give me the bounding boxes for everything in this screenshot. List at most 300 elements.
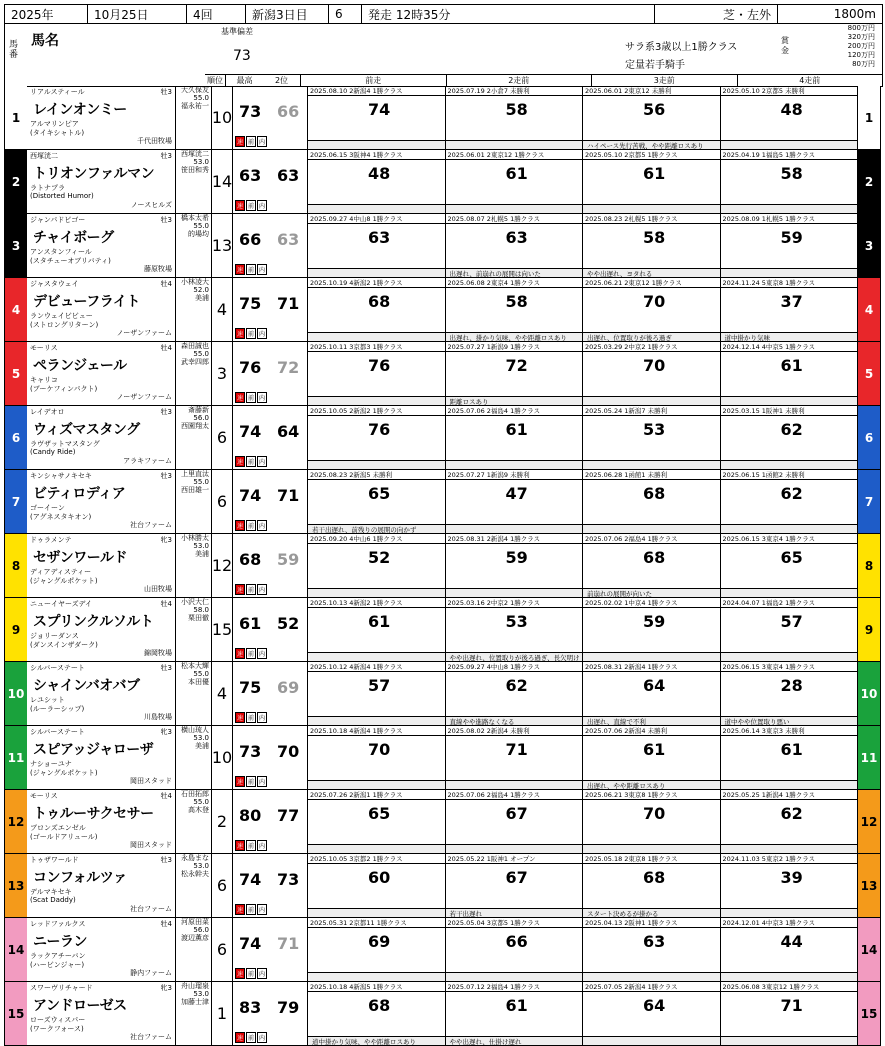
trainer: 西園翔太 [181, 422, 209, 430]
tag-fast: 速 [235, 328, 245, 339]
horse-name: ニーラン [33, 934, 87, 950]
prize-3: 200万円 [847, 42, 875, 50]
race-note [721, 204, 858, 213]
past-race [446, 534, 584, 597]
breeder: 川島牧場 [144, 713, 172, 721]
trainer: 武幸四郎 [181, 358, 209, 366]
jockey-info [176, 278, 212, 341]
jockey-info [176, 214, 212, 277]
race-note [583, 396, 720, 405]
tag-front: 前 [246, 264, 256, 275]
tag-inner: 内 [257, 584, 267, 595]
race-header: 2025.05.25 1新潟4 1勝クラス [721, 790, 858, 800]
trainer: 西田雄一 [181, 486, 209, 494]
race-note [308, 652, 445, 661]
race-header: 2024.12.01 4中京3 1勝クラス [721, 918, 858, 928]
prize-1: 800万円 [847, 24, 875, 32]
dam: レユシット [30, 696, 65, 704]
race-header: 2025.06.15 3東京4 1勝クラス [721, 534, 858, 544]
horse-number-right: 9 [858, 598, 880, 661]
weight: 55.0 [193, 222, 209, 230]
horse-info [27, 790, 176, 853]
race-header: 2025.06.14 3東京3 未勝利 [721, 726, 858, 736]
best-figures [233, 598, 308, 661]
race-note [308, 204, 445, 213]
tag-fast: 速 [235, 840, 245, 851]
race-header: 2025.08.23 2新潟5 未勝利 [308, 470, 445, 480]
rank: 12 [212, 534, 233, 597]
rank: 15 [212, 598, 233, 661]
jockey-info [176, 918, 212, 981]
jockey: 小林凌大 [181, 278, 209, 286]
race-figure: 57 [368, 676, 391, 695]
trainer: 笹田和秀 [181, 166, 209, 174]
race-note [721, 972, 858, 981]
sire: ジャスタウェイ [30, 280, 79, 288]
past-race [721, 214, 859, 277]
past-race [583, 726, 721, 789]
weight: 53.0 [193, 734, 209, 742]
past-race [721, 406, 859, 469]
horse-info [27, 86, 176, 149]
past-race [721, 982, 859, 1045]
horse-number-left: 1 [5, 86, 27, 149]
jockey-info [176, 342, 212, 405]
prize-label: 賞金 [781, 36, 789, 55]
second-figure: 63 [277, 166, 300, 185]
trainer: 加藤士津 [181, 998, 209, 1006]
past-race [446, 918, 584, 981]
best-figures [233, 406, 308, 469]
jockey: 森田誠也 [181, 342, 209, 350]
header-bar [4, 4, 883, 24]
horse-name: ビティロディア [33, 486, 126, 502]
race-header: 2024.12.14 4中京5 1勝クラス [721, 342, 858, 352]
breeder: アラキファーム [123, 457, 172, 465]
race-header: 2025.10.05 3京都2 1勝クラス [308, 854, 445, 864]
style-tags [235, 392, 267, 403]
past-race [446, 470, 584, 533]
tag-fast: 速 [235, 1032, 245, 1043]
race-note: 道中やや位置取り悪い [721, 716, 858, 725]
race-header: 2025.09.27 4中山8 1勝クラス [308, 214, 445, 224]
rank: 6 [212, 470, 233, 533]
horse-row [4, 470, 881, 534]
tag-inner: 内 [257, 136, 267, 147]
horse-number-left: 2 [5, 150, 27, 213]
trainer: 渡辺薫彦 [181, 934, 209, 942]
best-figure: 80 [239, 806, 262, 825]
dam: アルマリンピア [30, 120, 79, 128]
race-note: 出遅れ、直線で不利 [583, 716, 720, 725]
trainer: 美浦 [195, 550, 209, 558]
prize-4: 120万円 [847, 51, 875, 59]
tag-fast: 速 [235, 584, 245, 595]
sex-age: 牡3 [160, 216, 172, 224]
race-figure: 69 [368, 932, 391, 951]
breeder: 錦岡牧場 [144, 649, 172, 657]
col-best: 最高 [236, 76, 253, 85]
horse-row [4, 150, 881, 214]
trainer: 美浦 [195, 294, 209, 302]
trainer: 栗田徹 [188, 614, 209, 622]
sex-age: 牝3 [160, 728, 172, 736]
race-figure: 62 [505, 676, 528, 695]
kai: 4回 [187, 5, 246, 23]
race-header: 2025.07.06 2福島4 1勝クラス [583, 534, 720, 544]
distance: 1800m [833, 7, 876, 21]
race-figure: 74 [368, 100, 391, 119]
race-header: 2025.05.10 2京都5 1勝クラス [583, 150, 720, 160]
race-note [308, 972, 445, 981]
race-header: 2025.07.06 2福島4 1勝クラス [446, 406, 583, 416]
race-figure: 39 [780, 868, 803, 887]
horse-number-right: 7 [858, 470, 880, 533]
horse-name: アンドローゼス [33, 998, 127, 1014]
breeder: 千代田牧場 [137, 137, 172, 145]
horse-name: トリオンファルマン [33, 166, 155, 182]
style-tags [235, 520, 267, 531]
race-figure: 70 [643, 356, 666, 375]
style-tags [235, 264, 267, 275]
horse-number-right: 5 [858, 342, 880, 405]
course: 芝・左外 [655, 5, 778, 23]
breeder: 山田牧場 [144, 585, 172, 593]
past-race [583, 214, 721, 277]
race-figure: 58 [643, 228, 666, 247]
jockey: 上里直汰 [181, 470, 209, 478]
race-note [721, 268, 858, 277]
tag-front: 前 [246, 968, 256, 979]
past-race [446, 342, 584, 405]
jockey: 小林勝太 [181, 534, 209, 542]
tag-fast: 速 [235, 264, 245, 275]
past-race [583, 534, 721, 597]
broodmare-sire: (ジャングルポケット) [30, 769, 98, 777]
race-note [446, 588, 583, 597]
race-figure: 52 [368, 548, 391, 567]
horse-row [4, 598, 881, 662]
race-figure: 68 [368, 996, 391, 1015]
past-race [583, 918, 721, 981]
jockey-info [176, 982, 212, 1045]
tag-front: 前 [246, 584, 256, 595]
past-race [583, 854, 721, 917]
breeder: 社台ファーム [130, 521, 172, 529]
past-race [721, 790, 859, 853]
style-tags [235, 904, 267, 915]
tag-front: 前 [246, 840, 256, 851]
past-race [446, 662, 584, 725]
race-header: 2025.08.02 2新潟4 未勝利 [446, 726, 583, 736]
race-note: やや出遅れ、位置取りが後ろ過ぎ、長欠明け [446, 652, 583, 661]
broodmare-sire: (ゴールドアリュール) [30, 833, 98, 841]
jockey-info [176, 790, 212, 853]
tag-inner: 内 [257, 328, 267, 339]
race-note [583, 1036, 720, 1045]
tag-fast: 速 [235, 776, 245, 787]
race-note [583, 204, 720, 213]
tag-fast: 速 [235, 968, 245, 979]
tag-inner: 内 [257, 648, 267, 659]
weight: 55.0 [193, 670, 209, 678]
race-header: 2025.10.19 4新潟2 1勝クラス [308, 278, 445, 288]
past-race [446, 406, 584, 469]
past-race [721, 278, 859, 341]
second-figure: 70 [277, 742, 300, 761]
second-figure: 71 [277, 294, 300, 313]
best-figure: 74 [239, 934, 262, 953]
dam: ラックアチーバン [30, 952, 86, 960]
race-figure: 53 [505, 612, 528, 631]
sex-age: 牡3 [160, 664, 172, 672]
race-note [583, 972, 720, 981]
race-note [446, 844, 583, 853]
breeder: 岡田スタッド [130, 841, 172, 849]
best-figure: 83 [239, 998, 262, 1017]
race-note [308, 396, 445, 405]
race-header: 2025.06.28 1函館1 未勝利 [583, 470, 720, 480]
horse-row [4, 214, 881, 278]
horse-number-right: 3 [858, 214, 880, 277]
dam: ナショーユナ [30, 760, 72, 768]
tag-front: 前 [246, 456, 256, 467]
horse-number-left: 7 [5, 470, 27, 533]
race-figure: 60 [368, 868, 391, 887]
horse-name: レインオンミー [33, 102, 127, 118]
dam: ラヴザットマスタング [30, 440, 100, 448]
best-figure: 68 [239, 550, 262, 569]
race-note: ハイペース先行苦戦、やや距離ロスあり [583, 140, 720, 149]
horse-name: コンフォルツァ [33, 870, 127, 886]
horse-number-right: 10 [858, 662, 880, 725]
style-tags [235, 776, 267, 787]
jockey-info [176, 470, 212, 533]
past-race [308, 214, 446, 277]
race-figure: 68 [643, 548, 666, 567]
race-note [721, 1036, 858, 1045]
sire: ジャンパドビゴー [30, 216, 86, 224]
second-figure: 71 [277, 486, 300, 505]
race-figure: 57 [780, 612, 803, 631]
past-race [721, 470, 859, 533]
style-tags [235, 200, 267, 211]
race-header: 2025.06.15 3東京4 1勝クラス [721, 662, 858, 672]
race-figure: 63 [368, 228, 391, 247]
weight: 53.0 [193, 862, 209, 870]
horse-number-right: 15 [858, 982, 880, 1045]
race-note [721, 524, 858, 533]
past-race [721, 342, 859, 405]
race-figure: 70 [368, 740, 391, 759]
race-figure: 67 [505, 804, 528, 823]
race-header: 2025.07.27 1新潟9 1勝クラス [446, 342, 583, 352]
race-figure: 61 [780, 740, 803, 759]
past-race [446, 854, 584, 917]
tag-fast: 速 [235, 136, 245, 147]
broodmare-sire: (ワークフォース) [30, 1025, 84, 1033]
race-note [446, 524, 583, 533]
race-header: 2025.03.15 1阪神1 未勝利 [721, 406, 858, 416]
race-figure: 64 [643, 996, 666, 1015]
race-note: 距離ロスあり [446, 396, 583, 405]
best-figures [233, 790, 308, 853]
sire: リアルスティール [30, 88, 85, 96]
tag-inner: 内 [257, 456, 267, 467]
dam: ローズウィスパー [30, 1016, 86, 1024]
race-figure: 65 [780, 548, 803, 567]
race-note [308, 844, 445, 853]
horse-name: セザンワールド [33, 550, 127, 566]
race-figure: 76 [368, 356, 391, 375]
past-race [583, 790, 721, 853]
past-race [446, 214, 584, 277]
past-race [446, 598, 584, 661]
race-header: 2025.06.08 2東京4 1勝クラス [446, 278, 583, 288]
race-figure: 76 [368, 420, 391, 439]
venue-day: 新潟3日目 [246, 5, 329, 23]
horse-number-right: 8 [858, 534, 880, 597]
horse-info [27, 854, 176, 917]
second-figure: 64 [277, 422, 300, 441]
race-figure: 61 [643, 164, 666, 183]
race-note [308, 332, 445, 341]
race-note: 道中掛かり気味 [721, 332, 858, 341]
date: 10月25日 [88, 5, 187, 23]
race-header: 2025.07.05 2新潟4 1勝クラス [583, 982, 720, 992]
race-header: 2025.10.12 4新潟4 1勝クラス [308, 662, 445, 672]
best-figure: 76 [239, 358, 262, 377]
race-figure: 70 [643, 292, 666, 311]
past-race [308, 150, 446, 213]
race-header: 2025.08.31 2新潟4 1勝クラス [583, 662, 720, 672]
race-figure: 58 [505, 100, 528, 119]
sire: レイデオロ [30, 408, 65, 416]
past-race [308, 342, 446, 405]
horse-row [4, 790, 881, 854]
dam: ランウェイビビュー [30, 312, 93, 320]
rank: 6 [212, 854, 233, 917]
rank: 13 [212, 214, 233, 277]
trainer: 高木登 [188, 806, 209, 814]
tag-front: 前 [246, 200, 256, 211]
race-note: 道中掛かり気味、やや距離ロスあり [308, 1036, 445, 1045]
past-race [308, 598, 446, 661]
tag-inner: 内 [257, 840, 267, 851]
broodmare-sire: (アグネスタキオン) [30, 513, 92, 521]
past-race [583, 278, 721, 341]
prize-2: 320万円 [847, 33, 875, 41]
race-figure: 68 [643, 484, 666, 503]
dam: ゴーイーン [30, 504, 65, 512]
weight: 52.0 [193, 286, 209, 294]
sex-age: 牡4 [160, 280, 172, 288]
dam: ブロンズエンゼル [30, 824, 86, 832]
race-note [446, 460, 583, 469]
race-header: 2025.06.15 1函館2 未勝利 [721, 470, 858, 480]
tag-inner: 内 [257, 392, 267, 403]
second-figure: 66 [277, 102, 300, 121]
jockey-info [176, 86, 212, 149]
race-note [721, 396, 858, 405]
race-header: 2025.07.12 2福島4 1勝クラス [446, 982, 583, 992]
tag-front: 前 [246, 328, 256, 339]
race-figure: 61 [780, 356, 803, 375]
rank: 10 [212, 86, 233, 149]
sire: トゥザワールド [30, 856, 79, 864]
tag-front: 前 [246, 1032, 256, 1043]
jockey: 小沢大仁 [181, 598, 209, 606]
race-figure: 56 [643, 100, 666, 119]
jockey: 西塚洸二 [181, 150, 209, 158]
horse-info [27, 918, 176, 981]
horse-number-left: 4 [5, 278, 27, 341]
race-figure: 59 [780, 228, 803, 247]
second-figure: 71 [277, 934, 300, 953]
horse-row [4, 406, 881, 470]
jockey: 大久保友 [181, 86, 209, 94]
horse-table [4, 86, 881, 1046]
sex-age: 牡4 [160, 600, 172, 608]
past-race [446, 790, 584, 853]
horse-info [27, 662, 176, 725]
past-race [446, 278, 584, 341]
breeder: 静内ファーム [130, 969, 172, 977]
race-header: 2024.11.24 5東京8 1勝クラス [721, 278, 858, 288]
col-second: 2位 [263, 75, 301, 86]
horse-name: ウィズマスタング [33, 422, 140, 438]
sex-age: 牡4 [160, 920, 172, 928]
start-time: 発走 12時35分 [362, 5, 655, 23]
tag-fast: 速 [235, 904, 245, 915]
best-figures [233, 342, 308, 405]
race-figure: 68 [368, 292, 391, 311]
race-note: 若干出遅れ [446, 908, 583, 917]
jockey: 橋本太希 [181, 214, 209, 222]
second-figure: 72 [277, 358, 300, 377]
race-header: 2025.09.27 4中山8 1勝クラス [446, 662, 583, 672]
tag-inner: 内 [257, 904, 267, 915]
race-header: 2025.02.02 1中京4 1勝クラス [583, 598, 720, 608]
best-figures [233, 470, 308, 533]
sire: モーリス [30, 344, 58, 352]
race-note: やや出遅れ、仕掛け遅れ [446, 1036, 583, 1045]
weight: 53.0 [193, 158, 209, 166]
prize-list [795, 24, 875, 69]
tag-front: 前 [246, 520, 256, 531]
best-figures [233, 726, 308, 789]
dam: アンスタンフィール [30, 248, 92, 256]
horse-number-left: 13 [5, 854, 27, 917]
jockey: 横山琉人 [181, 726, 209, 734]
horse-row [4, 534, 881, 598]
race-figure: 61 [368, 612, 391, 631]
sex-age: 牡3 [160, 472, 172, 480]
race-header: 2025.05.10 2京都5 未勝利 [721, 86, 858, 96]
sex-age: 牡3 [160, 152, 172, 160]
past-race [721, 598, 859, 661]
tag-inner: 内 [257, 200, 267, 211]
horse-info [27, 534, 176, 597]
best-figure: 75 [239, 678, 262, 697]
horse-name: デビューフライト [33, 294, 140, 310]
best-figure: 73 [239, 102, 262, 121]
col-prev3: 3走前 [592, 75, 738, 86]
horse-row [4, 982, 881, 1046]
horse-info [27, 470, 176, 533]
broodmare-sire: (スタチューオブリバティ) [30, 257, 111, 265]
tag-inner: 内 [257, 776, 267, 787]
